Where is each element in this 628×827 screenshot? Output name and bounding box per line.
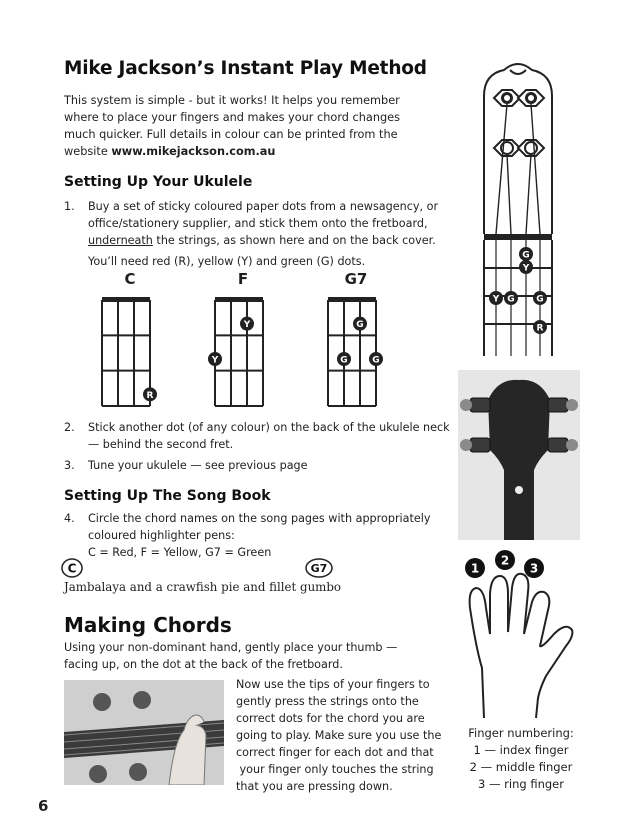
- website-link[interactable]: www.mikejackson.com.au: [111, 145, 276, 158]
- text-line: coloured highlighter pens:: [88, 529, 235, 542]
- chord-dot-label: Y: [243, 320, 251, 331]
- chord-dot-label: G: [340, 355, 348, 366]
- chord-label-c: C: [67, 561, 77, 576]
- list-item-4: [64, 510, 454, 562]
- caption-line: 2 — middle finger: [469, 760, 573, 774]
- caption-line: 3 — ring finger: [478, 777, 564, 791]
- intro-line: much quicker. Full details in colour can be printed from the: [64, 128, 398, 141]
- list-number: 3.: [64, 459, 75, 472]
- text-line: Using your non-dominant hand, gently place your thumb —: [64, 641, 398, 654]
- setup-heading: Setting Up Your Ukulele: [64, 174, 253, 190]
- finger-badge-label: 3: [529, 561, 539, 576]
- chord-diagram-f: [208, 297, 263, 406]
- chord-nut: [215, 297, 263, 302]
- text-line: going to play. Make sure you use the: [236, 729, 442, 742]
- list-number: 4.: [64, 512, 75, 525]
- fret-dot-label: Y: [522, 263, 530, 274]
- text-line: that you are pressing down.: [236, 780, 393, 793]
- text-line: your finger only touches the string: [236, 763, 434, 776]
- caption-line: 1 — index finger: [473, 743, 569, 757]
- ukulele-back-photo: [458, 370, 580, 540]
- text-line: facing up, on the dot at the back of the fretboard.: [64, 658, 343, 671]
- list-text: [88, 510, 431, 561]
- finger-numbering-caption: [456, 725, 586, 793]
- text-line: C = Red, F = Yellow, G7 = Green: [88, 546, 272, 559]
- fret-dot-label: G: [522, 250, 530, 261]
- chord-dot-label: G: [372, 355, 380, 366]
- making-paragraph: [236, 676, 456, 795]
- chord-dot-label: G: [356, 320, 364, 331]
- caption-title: Finger numbering:: [468, 726, 574, 740]
- chord-diagram-c: [102, 297, 157, 406]
- intro-line: This system is simple - but it works! It helps you remember: [64, 94, 400, 107]
- circled-chord-examples: [60, 556, 350, 580]
- text-line: Now use the tips of your fingers to: [236, 678, 430, 691]
- text-line: correct finger for each dot and that: [236, 746, 434, 759]
- text-span: the strings, as shown here and on the back cover.: [152, 234, 436, 247]
- page-title: Mike Jackson’s Instant Play Method: [64, 58, 427, 79]
- text-line: correct dots for the chord you are: [236, 712, 425, 725]
- chord-nut: [328, 297, 376, 302]
- text-line: office/stationery supplier, and stick them onto the fretboard,: [88, 217, 428, 230]
- hand-on-ukulele-photo: [64, 680, 224, 785]
- fret-dot-label: G: [507, 294, 515, 305]
- chord-nut: [102, 297, 150, 302]
- example-lyric: Jambalaya and a crawfish pie and fillet gumbo: [64, 580, 342, 594]
- fret-dot-label: G: [536, 294, 544, 305]
- list-number: 1.: [64, 200, 75, 213]
- finger-badge-label: 2: [500, 553, 510, 568]
- chord-label-g7: G7: [310, 562, 328, 575]
- chord-name-g7: G7: [344, 270, 368, 288]
- neck-dot: [515, 486, 523, 494]
- list-text: [88, 419, 450, 453]
- page-number: 6: [38, 797, 49, 815]
- text-line: — behind the second fret.: [88, 438, 234, 451]
- website-prefix: website: [64, 145, 112, 158]
- chord-name-c: C: [124, 270, 136, 288]
- fret-dot-label: Y: [492, 294, 500, 305]
- list-item-1: [64, 198, 454, 268]
- intro-line: [64, 143, 409, 160]
- intro-paragraph: [64, 92, 409, 160]
- chord-dot-label: R: [146, 390, 154, 401]
- chord-diagrams: [90, 290, 410, 410]
- list-item-2: [64, 419, 454, 453]
- underlined-word: underneath: [88, 234, 153, 247]
- making-chords-heading: Making Chords: [64, 613, 232, 637]
- chord-dot-label: Y: [211, 355, 219, 366]
- intro-line: where to place your fingers and makes your chord changes: [64, 111, 400, 124]
- list-item-3: [64, 457, 454, 474]
- text-line: gently press the strings onto the: [236, 695, 419, 708]
- text-line: Stick another dot (of any colour) on the back of the ukulele neck: [88, 421, 450, 434]
- hand-outline: [470, 574, 573, 718]
- list-text: [88, 198, 438, 270]
- hand-diagram: [462, 548, 577, 723]
- chord-diagram-g7: [328, 297, 383, 406]
- list-text: Tune your ukulele — see previous page: [88, 459, 308, 472]
- song-book-heading: Setting Up The Song Book: [64, 488, 271, 504]
- finger-badge-label: 1: [470, 561, 480, 576]
- text-line: Circle the chord names on the song pages with appropriately: [88, 512, 431, 525]
- chord-name-f: F: [237, 270, 249, 288]
- headstock-diagram: [456, 56, 580, 366]
- list-number: 2.: [64, 421, 75, 434]
- fret-dot-label: R: [536, 323, 544, 334]
- text-line: Buy a set of sticky coloured paper dots from a newsagency, or: [88, 200, 439, 213]
- making-intro: [64, 639, 444, 673]
- text-line: [88, 232, 438, 249]
- text-line: You’ll need red (R), yellow (Y) and green (G) dots.: [88, 255, 366, 268]
